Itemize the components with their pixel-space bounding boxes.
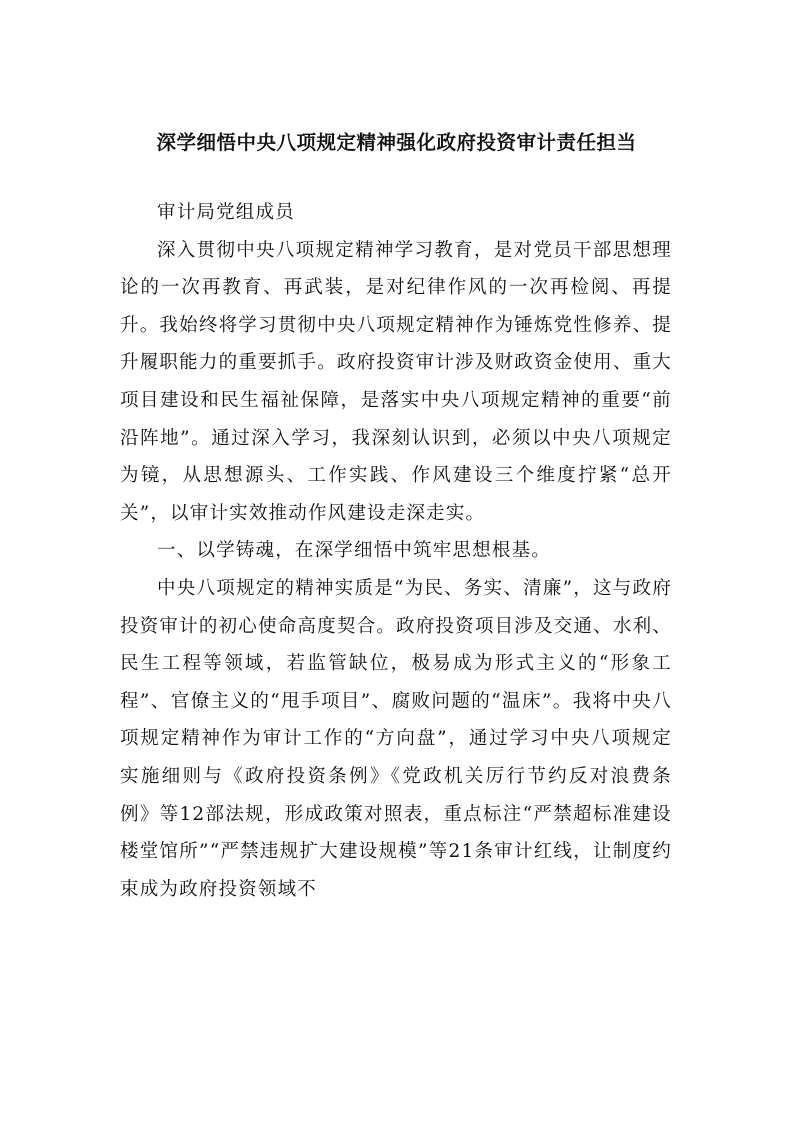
section-heading-1: 一、以学铸魂，在深学细悟中筑牢思想根基。 (157, 540, 552, 562)
document-body (120, 194, 672, 908)
paragraph-intro: 深入贯彻中央八项规定精神学习教育，是对党员干部思想理论的一次再教育、再武装，是对纪律作风的一次再检阅、再提升。我始终将学习贯彻中央八项规定精神作为锤炼党性修养、提升履职能力的重要抓手。政府投资审计涉及财政资金使用、重大项目建设和民生福祉保障，是落实中央八项规定精神的重要“前沿阵地”。通过深入学习，我深刻认识到，必须以中央八项规定为镜，从思想源头、工作实践、作风建设三个维度拧紧“总开关”，以审计实效推动作风建设走深走实。 (120, 239, 672, 524)
paragraph-section-1: 中央八项规定的精神实质是“为民、务实、清廉”，这与政府投资审计的初心使命高度契合。政府投资项目涉及交通、水利、民生工程等领域，若监管缺位，极易成为形式主义的“形象工程”、官僚主义的“甩手项目”、腐败问题的“温床”。我将中央八项规定精神作为审计工作的“方向盘”，通过学习中央八项规定实施细则与《政府投资条例》《党政机关厉行节约反对浪费条例》等12部法规，形成政策对照表，重点标注“严禁超标准建设楼堂馆所”“严禁违规扩大建设规模”等21条审计红线，让制度约束成为政府投资领域不 (120, 577, 672, 900)
author-line: 审计局党组成员 (157, 202, 295, 223)
document-title: 深学细悟中央八项规定精神强化政府投资审计责任担当 (156, 131, 637, 154)
